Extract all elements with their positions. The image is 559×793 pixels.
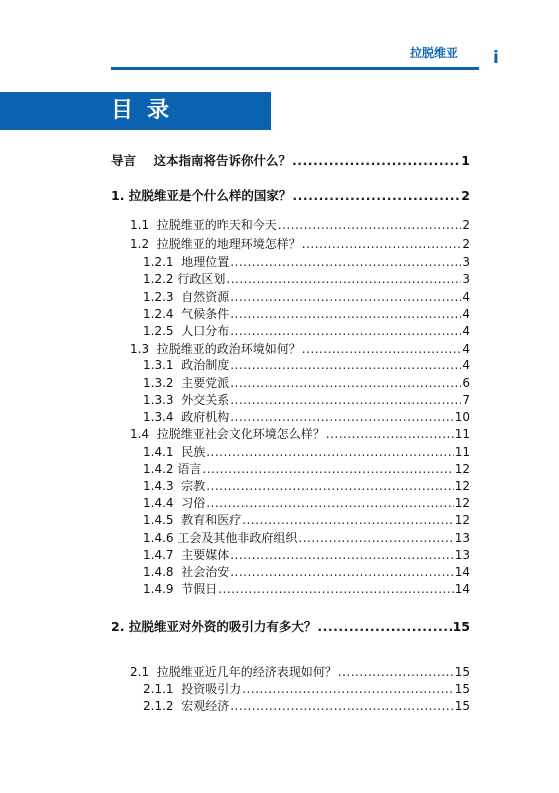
toc-entry-spacer <box>149 663 157 681</box>
toc-entry[interactable] <box>143 511 470 529</box>
toc-entry-title: 语言 <box>177 462 202 476</box>
toc-entry-number: 1. <box>111 188 125 203</box>
toc-entry[interactable] <box>143 253 470 271</box>
toc-entry[interactable] <box>143 563 470 581</box>
toc-entry-title: 习俗 <box>181 496 206 510</box>
toc-dot-leader <box>230 374 461 392</box>
toc-entry-number: 1.4.3 <box>143 479 174 493</box>
toc-entry-number: 1.2.3 <box>143 290 174 304</box>
toc-dot-leader <box>230 305 461 323</box>
toc-entry-title: 地理位置 <box>181 255 230 269</box>
toc-entry-number: 2. <box>111 619 125 634</box>
toc-entry[interactable] <box>111 618 470 636</box>
toc-entry-title: 拉脱维亚是个什么样的国家？ <box>128 188 292 203</box>
toc-dot-leader <box>206 494 454 512</box>
toc-entry-title: 宗教 <box>181 479 206 493</box>
toc-entry-page: 15 <box>454 665 470 679</box>
toc-entry-spacer <box>149 216 157 234</box>
toc-dot-leader <box>230 546 454 564</box>
page-number: i <box>493 48 499 68</box>
toc-dot-leader <box>292 152 460 170</box>
toc-entry[interactable] <box>143 408 470 426</box>
toc-entry[interactable] <box>143 305 470 323</box>
toc-entry-number: 导言 <box>111 153 137 168</box>
toc-entry[interactable] <box>130 235 470 253</box>
toc-entry-number: 1.3.2 <box>143 376 174 390</box>
toc-entry[interactable] <box>143 680 470 698</box>
toc-entry-page: 2 <box>462 237 470 251</box>
toc-entry-page: 14 <box>454 565 470 579</box>
running-head: 拉脱维亚 <box>410 46 459 60</box>
toc-entry-page: 2 <box>462 218 470 232</box>
toc-entry[interactable] <box>143 494 470 512</box>
toc-entry-page: 1 <box>461 153 470 168</box>
toc-entry-page: 13 <box>454 548 470 562</box>
toc-entry-spacer <box>174 374 182 392</box>
toc-entry-title: 外交关系 <box>181 393 230 407</box>
toc-entry[interactable] <box>143 443 470 461</box>
toc-dot-leader <box>226 270 461 288</box>
toc-entry-number: 1.4.7 <box>143 548 174 562</box>
toc-entry[interactable] <box>143 477 470 495</box>
toc-entry[interactable] <box>143 697 470 715</box>
toc-entry-spacer <box>174 477 182 495</box>
toc-entry-spacer <box>174 356 182 374</box>
toc-dot-leader <box>242 511 454 529</box>
toc-entry-spacer <box>174 494 182 512</box>
toc-dot-leader <box>302 235 462 253</box>
toc-entry[interactable] <box>111 187 470 205</box>
toc-entry-spacer <box>174 563 182 581</box>
toc-entry-page: 10 <box>454 410 470 424</box>
toc-dot-leader <box>278 216 462 234</box>
toc-entry-title: 教育和医疗 <box>181 513 242 527</box>
toc-entry-number: 1.4.2 <box>143 462 174 476</box>
toc-entry-number: 1.2 <box>130 237 150 251</box>
toc-entry-number: 1.3 <box>130 342 150 356</box>
toc-entry-page: 3 <box>462 272 470 286</box>
toc-entry-spacer <box>174 288 182 306</box>
toc-entry[interactable] <box>143 391 470 409</box>
toc-entry-spacer <box>149 425 157 443</box>
toc-dot-leader <box>338 663 454 681</box>
toc-entry-number: 1.4.1 <box>143 445 174 459</box>
toc-dot-leader <box>230 391 461 409</box>
toc-dot-leader <box>298 529 453 547</box>
toc-entry[interactable] <box>130 663 470 681</box>
toc-entry-title: 拉脱维亚社会文化环境怎么样？ <box>156 427 325 441</box>
toc-entry-page: 14 <box>454 582 470 596</box>
toc-entry-page: 4 <box>462 307 470 321</box>
toc-entry-spacer <box>174 391 182 409</box>
toc-entry-page: 4 <box>462 358 470 372</box>
toc-entry-number: 1.4.4 <box>143 496 174 510</box>
toc-entry-title: 主要党派 <box>181 376 230 390</box>
toc-entry-title: 工会及其他非政府组织 <box>177 531 298 545</box>
toc-entry-page: 12 <box>454 479 470 493</box>
toc-entry-page: 2 <box>461 188 470 203</box>
toc-entry[interactable] <box>143 356 470 374</box>
toc-entry-page: 11 <box>454 427 470 441</box>
toc-dot-leader <box>218 580 454 598</box>
toc-entry[interactable] <box>143 288 470 306</box>
toc-entry-title: 社会治安 <box>181 565 230 579</box>
toc-entry[interactable] <box>143 322 470 340</box>
toc-entry[interactable] <box>143 374 470 392</box>
toc-entry-number: 1.2.4 <box>143 307 174 321</box>
toc-entry-spacer <box>174 443 182 461</box>
toc-entry-page: 12 <box>454 513 470 527</box>
toc-dot-leader <box>230 408 454 426</box>
toc-dot-leader <box>206 443 454 461</box>
toc-dot-leader <box>317 618 451 636</box>
toc-entry-title: 宏观经济 <box>181 699 230 713</box>
toc-heading: 目录 <box>111 98 184 123</box>
toc-entry[interactable] <box>143 460 470 478</box>
toc-entry[interactable] <box>143 546 470 564</box>
toc-entry-title: 民族 <box>181 445 206 459</box>
toc-dot-leader <box>292 187 460 205</box>
toc-entry-number: 1.4.6 <box>143 531 174 545</box>
toc-entry-number: 1.4 <box>130 427 150 441</box>
toc-entry-title: 拉脱维亚对外资的吸引力有多大？ <box>128 619 317 634</box>
toc-entry-page: 4 <box>462 324 470 338</box>
toc-entry-spacer <box>174 408 182 426</box>
toc-entry-spacer <box>174 697 182 715</box>
toc-entry-title: 拉脱维亚的地理环境怎样？ <box>156 237 301 251</box>
toc-dot-leader <box>206 477 454 495</box>
toc-entry-page: 7 <box>462 393 470 407</box>
toc-entry-spacer <box>174 680 182 698</box>
toc-entry-spacer <box>174 253 182 271</box>
toc-entry[interactable] <box>143 529 470 547</box>
toc-entry-number: 1.3.3 <box>143 393 174 407</box>
toc-dot-leader <box>230 253 461 271</box>
toc-entry-number: 1.2.2 <box>143 272 174 286</box>
toc-entry-page: 6 <box>462 376 470 390</box>
toc-entry-spacer <box>174 322 182 340</box>
toc-entry-number: 2.1.1 <box>143 682 174 696</box>
toc-entry-title: 气候条件 <box>181 307 230 321</box>
toc-entry-number: 1.2.1 <box>143 255 174 269</box>
toc-entry-title: 政府机构 <box>181 410 230 424</box>
toc-entry-spacer <box>174 511 182 529</box>
toc-entry-page: 15 <box>454 682 470 696</box>
toc-entry-number: 2.1 <box>130 665 150 679</box>
toc-entry-number: 1.1 <box>130 218 150 232</box>
toc-dot-leader <box>230 356 461 374</box>
toc-entry-title: 拉脱维亚的政治环境如何？ <box>156 342 301 356</box>
toc-dot-leader <box>326 425 454 443</box>
toc-entry-spacer <box>174 546 182 564</box>
toc-entry-page: 12 <box>454 496 470 510</box>
toc-dot-leader <box>242 680 454 698</box>
toc-entry-page: 4 <box>462 342 470 356</box>
toc-entry-title: 政治制度 <box>181 358 230 372</box>
toc-entry-spacer <box>174 305 182 323</box>
toc-entry[interactable] <box>130 425 470 443</box>
toc-entry-title: 行政区划 <box>177 272 226 286</box>
toc-entry-page: 12 <box>454 462 470 476</box>
toc-entry-title: 节假日 <box>181 582 218 596</box>
toc-dot-leader <box>230 322 461 340</box>
toc-entry-page: 3 <box>462 255 470 269</box>
toc-entry-number: 2.1.2 <box>143 699 174 713</box>
toc-entry-title: 自然资源 <box>181 290 230 304</box>
toc-entry-title: 拉脱维亚近几年的经济表现如何？ <box>156 665 337 679</box>
toc-entry-page: 11 <box>454 445 470 459</box>
toc-entry-page: 15 <box>454 699 470 713</box>
toc-entry-number: 1.2.5 <box>143 324 174 338</box>
toc-entry-page: 15 <box>452 619 470 634</box>
toc-entry-number: 1.3.4 <box>143 410 174 424</box>
toc-dot-leader <box>230 563 454 581</box>
toc-dot-leader <box>230 288 461 306</box>
toc-entry-title: 投资吸引力 <box>181 682 242 696</box>
toc-entry-spacer <box>174 580 182 598</box>
toc-entry[interactable] <box>143 270 470 288</box>
toc-dot-leader <box>202 460 453 478</box>
toc-entry-spacer <box>149 235 157 253</box>
toc-entry-title: 拉脱维亚的昨天和今天 <box>156 218 277 232</box>
toc-dot-leader <box>230 697 454 715</box>
toc-entry[interactable] <box>130 216 470 234</box>
toc-entry[interactable] <box>111 152 470 170</box>
toc-entry-number: 1.4.5 <box>143 513 174 527</box>
toc-entry-title: 人口分布 <box>181 324 230 338</box>
toc-entry-title: 这本指南将告诉你什么？ <box>153 153 291 168</box>
toc-entry-number: 1.4.9 <box>143 582 174 596</box>
toc-entry-spacer <box>136 152 153 170</box>
toc-entry-page: 13 <box>454 531 470 545</box>
toc-entry-number: 1.3.1 <box>143 358 174 372</box>
toc-entry-page: 4 <box>462 290 470 304</box>
toc-entry[interactable] <box>143 580 470 598</box>
toc-entry-title: 主要媒体 <box>181 548 230 562</box>
toc-entry-number: 1.4.8 <box>143 565 174 579</box>
